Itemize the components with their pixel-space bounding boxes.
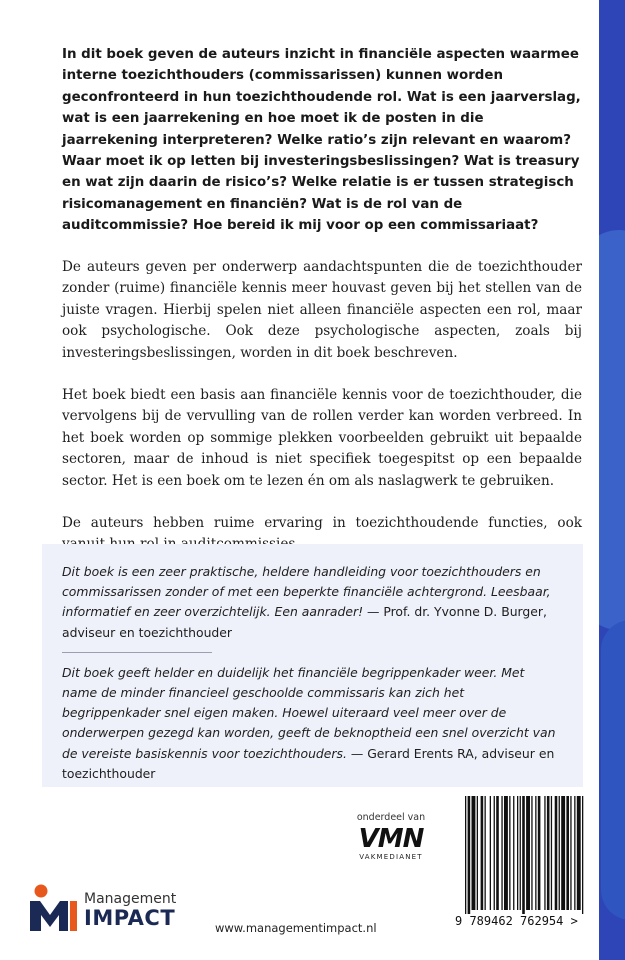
barcode-bar: [561, 796, 565, 910]
vmn-logo: [343, 812, 439, 874]
barcode-bar: [509, 796, 510, 910]
barcode-bar: [570, 796, 571, 910]
barcode-bar: [496, 796, 499, 910]
quote-text: Dit boek is een zeer praktische, heldere handleiding voor toezichthouders en commissarissen zonder of met een beperkte financiële achtergrond. Leesbaar, informatief en zeer overzichtelijk. Een aanrader!: [62, 564, 551, 620]
isbn-number: 9 789462 762954: [455, 914, 564, 928]
barcode-bar: [485, 796, 486, 910]
barcode-end-mark: >: [570, 914, 578, 928]
barcode-bar: [531, 796, 532, 910]
barcode-bar: [538, 796, 541, 910]
mi-logo-mark-icon: [28, 883, 78, 933]
barcode-bar: [517, 796, 518, 910]
barcode-bar: [490, 796, 491, 910]
barcode-bar: [544, 796, 545, 910]
barcode-bar: [577, 796, 581, 910]
barcode-bar: [559, 796, 560, 910]
endorsement-quote: [62, 562, 563, 643]
vmn-subtitle: VAKMEDIANET: [359, 853, 423, 861]
barcode-bar: [535, 796, 536, 910]
barcode-bar: [468, 796, 471, 914]
spine-decoration: [601, 620, 625, 920]
endorsement-quote: [62, 663, 563, 784]
barcode-bar: [465, 796, 466, 914]
barcode-bar: [551, 796, 552, 910]
imprint-line-2: IMPACT: [84, 906, 176, 930]
spine-decoration: [599, 230, 625, 630]
barcode-bar: [566, 796, 569, 910]
barcode-bar: [582, 796, 583, 914]
barcode-bar: [526, 796, 530, 910]
barcode-bar: [520, 796, 521, 910]
back-cover-text: [62, 44, 582, 556]
quote-attribution: — Prof. dr. Yvonne D. Burger, adviseur en toezichthouder: [62, 604, 547, 640]
barcode-bar: [555, 796, 558, 910]
barcode-bar: [504, 796, 508, 910]
barcode-bar: [477, 796, 478, 910]
publisher-url: www.managementimpact.nl: [215, 921, 377, 935]
barcode-bar: [574, 796, 575, 910]
endorsements-box: [42, 544, 583, 787]
barcode-bar: [481, 796, 484, 910]
vmn-wordmark: VMN: [358, 824, 424, 854]
barcode-bars: [455, 790, 599, 914]
intro-paragraph: In dit boek geven de auteurs inzicht in financiële aspecten waarmee interne toezichthouders (commissarissen) kunnen worden geconfronteerd in hun toezichthoudende rol. Wat is een jaarverslag, wat is een jaarrekening en hoe moet ik de posten in die jaarrekening interpreteren? Welke ratio’s zijn relevant en waarom? Waar moet ik op letten bij investeringsbeslissingen? Wat is treasury en wat zijn daarin de risico’s? Welke relatie is er tussen strategisch risicomanagement en financiën? Wat is de rol van de auditcommissie? Hoe bereid ik mij voor op een commissariaat?: [62, 47, 581, 234]
barcode-bar: [547, 796, 550, 910]
cover-spine-edge: [599, 0, 625, 960]
imprint-line-1: Management: [84, 891, 177, 907]
isbn-digits: [455, 914, 599, 928]
body-paragraph: Het boek biedt een basis aan financiële kennis voor de toezichthouder, die vervolgens bij de vervulling van de rollen verder kan worden verbreed. In het boek worden op sommige plekken voorbeelden gebruikt uit bepaalde sectoren, maar de inhoud is niet specifiek toegespitst op een bepaalde sector. Het is een boek om te lezen én om als naslagwerk te gebruiken.: [62, 386, 582, 489]
management-impact-logo: [28, 883, 188, 933]
barcode-bar: [501, 796, 502, 910]
quote-text: Dit boek geeft helder en duidelijk het financiële begrippenkader weer. Met name de minder financieel geschoolde commissaris kan zich het begrippenkader snel eigen maken. Hoewel uiteraard veel meer over de onderwerpen gezegd kan worden, geeft de beknoptheid een snel overzicht van de vereiste basiskennis voor toezichthouders.: [62, 664, 556, 761]
body-paragraph: De auteurs geven per onderwerp aandachtspunten die de toezichthouder zonder (ruime) financiële kennis meer houvast geven bij het stellen van de juiste vragen. Hierbij spelen niet alleen financiële aspecten een rol, maar ook psychologische. Ook deze psychologische aspecten, zoals bij investeringsbeslissingen, worden in dit boek beschreven.: [62, 258, 582, 362]
barcode-bar: [472, 796, 476, 910]
barcode-bar: [522, 796, 525, 914]
barcode-bar: [494, 796, 495, 910]
quote-divider: [62, 652, 212, 653]
part-of-label: onderdeel van: [356, 812, 426, 823]
barcode-bar: [513, 796, 514, 910]
isbn-barcode: [455, 790, 599, 940]
quote-attribution: — Gerard Erents RA, adviseur en toezichthouder: [62, 745, 555, 781]
body-paragraph: De auteurs hebben ruime ervaring in toezichthoudende functies, ook: [62, 514, 582, 531]
